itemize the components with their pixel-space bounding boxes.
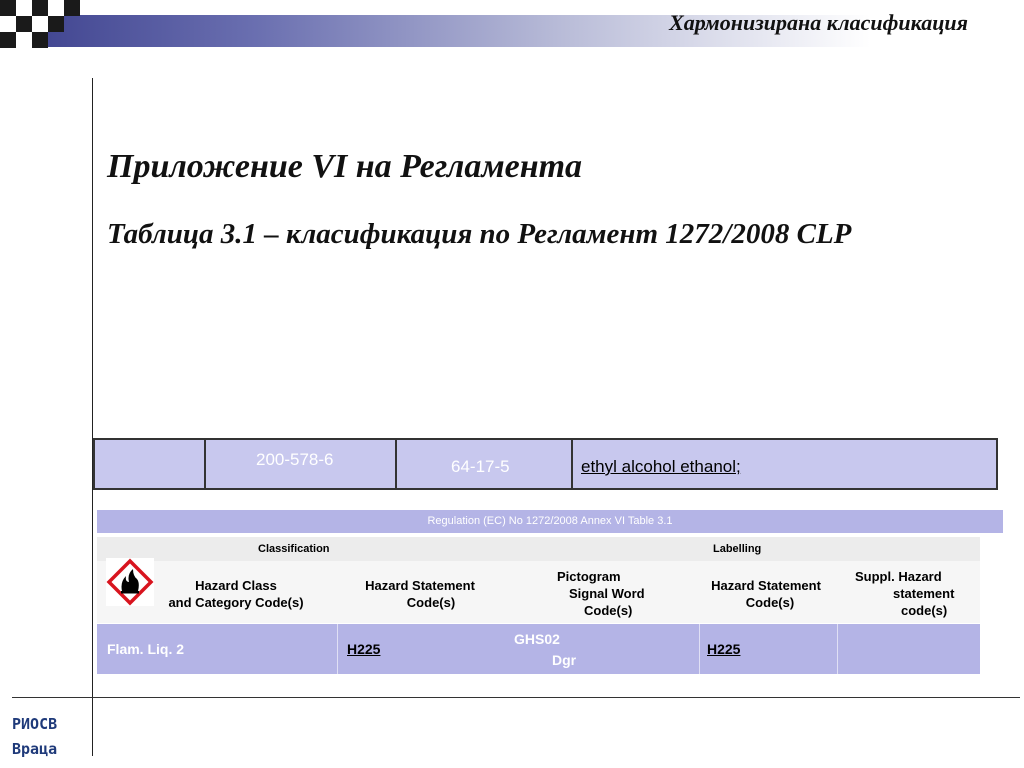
substance-row xyxy=(93,438,998,490)
footer-line-1: РИОСВ xyxy=(12,715,58,733)
cas-number: 64-17-5 xyxy=(451,457,510,476)
cell-divider xyxy=(699,624,700,674)
col-pictogram: Pictogram Signal Word Code(s) xyxy=(557,569,645,618)
ec-number: 200-578-6 xyxy=(256,450,334,469)
col-hazard-statement: Hazard Statement Code(s) xyxy=(365,578,475,610)
regulation-group-header xyxy=(97,537,980,561)
classification-label: Classification xyxy=(258,543,330,555)
page-subtitle: Таблица 3.1 – класификация по Регламент 1272/2008 CLP xyxy=(107,218,852,250)
regulation-column-headers xyxy=(97,561,980,623)
horizontal-rule xyxy=(12,697,1020,698)
substance-name[interactable]: ethyl alcohol ethanol; xyxy=(581,457,741,476)
cell-divider xyxy=(837,624,838,674)
signal-word-value: Dgr xyxy=(552,652,577,668)
header-spacer-bottom xyxy=(0,47,1024,77)
substance-index-cell xyxy=(95,440,206,488)
footer-line-2: Враца xyxy=(12,740,58,758)
slide-header-title: Хармонизирана класификация xyxy=(669,10,968,35)
hazard-statement-value[interactable]: H225 xyxy=(347,641,381,657)
regulation-data-row xyxy=(97,624,980,674)
regulation-title: Regulation (EC) No 1272/2008 Annex VI Table 3.1 xyxy=(97,510,1003,533)
pictogram-value: GHS02 xyxy=(514,631,560,647)
cell-divider xyxy=(337,624,338,674)
col-label-hazard-statement: Hazard Statement Code(s) xyxy=(711,578,821,610)
flame-icon xyxy=(106,558,154,606)
footer-org xyxy=(12,712,57,762)
substance-name-cell xyxy=(573,440,996,488)
col-hazard-class: Hazard Class and Category Code(s) xyxy=(168,578,304,610)
page-title: Приложение VI на Регламента xyxy=(107,148,583,185)
cas-number-cell xyxy=(397,440,573,488)
labelling-label: Labelling xyxy=(713,543,762,555)
vertical-rule xyxy=(92,78,93,756)
label-hazard-statement-value[interactable]: H225 xyxy=(707,641,741,657)
hazard-class-value: Flam. Liq. 2 xyxy=(107,641,185,657)
ec-number-cell xyxy=(206,440,397,488)
col-suppl-hazard: Suppl. Hazard statement code(s) xyxy=(855,569,955,618)
